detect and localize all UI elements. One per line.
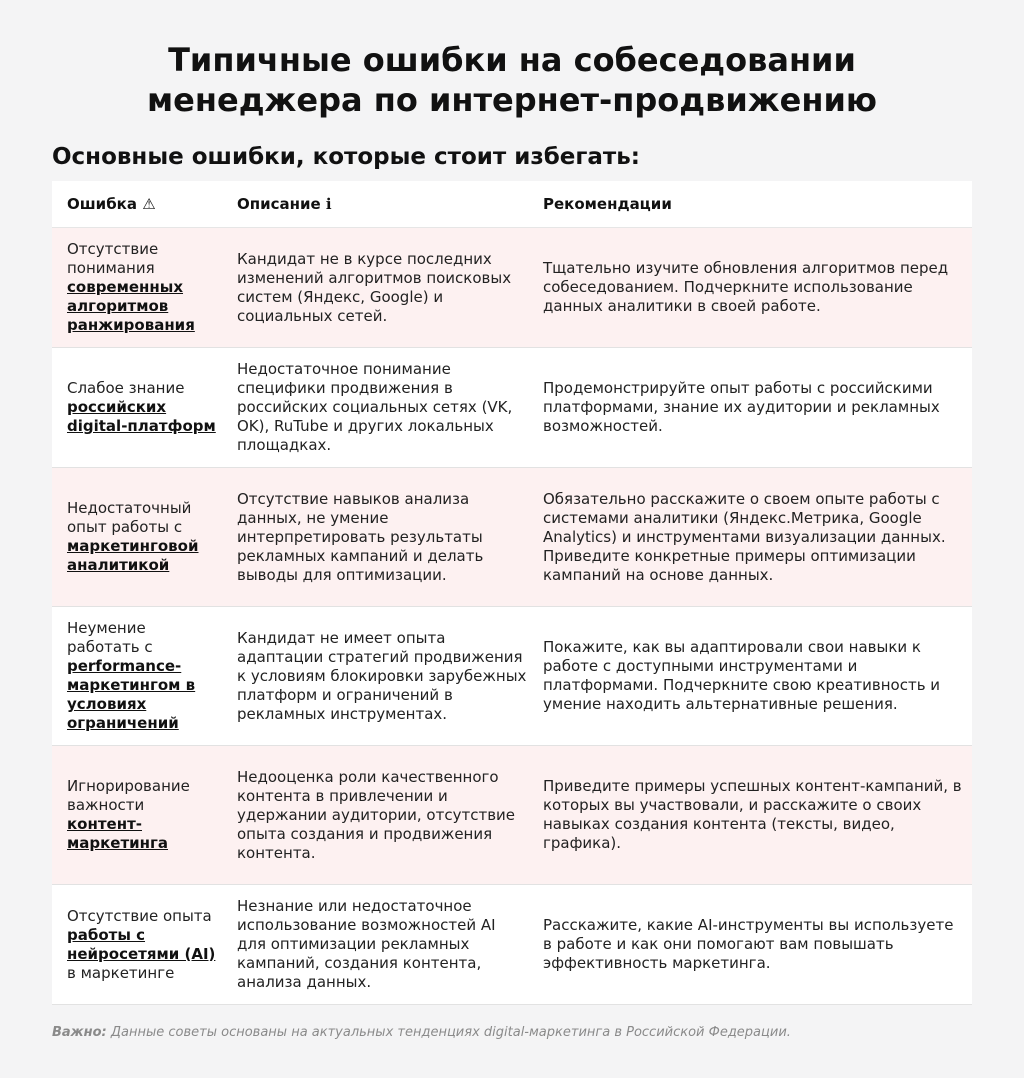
- error-text: Неумение работать с: [67, 619, 153, 656]
- table-row: [52, 348, 972, 468]
- header-recommendations-label: Рекомендации: [543, 194, 672, 213]
- error-keyword: российских digital-платформ: [67, 398, 216, 435]
- error-cell: [52, 348, 222, 468]
- recommendation-cell: Покажите, как вы адаптировали свои навыки к работе с доступными инструментами и платформами. Подчеркните свою креативность и умение находить альтернативные решения.: [528, 607, 972, 746]
- errors-table: [52, 181, 972, 1005]
- table-row: [52, 468, 972, 607]
- recommendation-cell: Тщательно изучите обновления алгоритмов перед собеседованием. Подчеркните использование данных аналитики в своей работе.: [528, 228, 972, 348]
- info-icon: ℹ: [325, 194, 332, 213]
- error-text: Игнорирование важности: [67, 777, 190, 814]
- error-text: Недостаточный опыт работы с: [67, 499, 192, 536]
- recommendation-cell: Продемонстрируйте опыт работы с российскими платформами, знание их аудитории и рекламных возможностей.: [528, 348, 972, 468]
- footnote-text: Данные советы основаны на актуальных тенденциях digital-маркетинга в Российской Федерации.: [106, 1025, 791, 1040]
- header-error: [52, 181, 222, 228]
- error-cell: [52, 228, 222, 348]
- error-keyword: маркетинговой аналитикой: [67, 537, 199, 574]
- error-keyword: контент-маркетинга: [67, 815, 169, 852]
- header-error-label: Ошибка: [67, 194, 137, 213]
- error-text-tail: в маркетинге: [67, 963, 175, 982]
- error-cell: [52, 746, 222, 885]
- table-header-row: [52, 181, 972, 228]
- page-title-line-2: менеджера по интернет-продвижению: [147, 81, 877, 119]
- description-cell: Кандидат не в курсе последних изменений алгоритмов поисковых систем (Яндекс, Google) и социальных сетей.: [222, 228, 528, 348]
- description-cell: Отсутствие навыков анализа данных, не умение интерпретировать результаты рекламных кампаний и делать выводы для оптимизации.: [222, 468, 528, 607]
- error-cell: [52, 885, 222, 1005]
- header-description-label: Описание: [237, 194, 321, 213]
- warning-icon: ⚠: [142, 194, 156, 213]
- error-keyword: работы с нейросетями (AI): [67, 925, 216, 963]
- error-cell: [52, 468, 222, 607]
- page-title-line-1: Типичные ошибки на собеседовании: [168, 41, 856, 79]
- table-row: [52, 607, 972, 746]
- description-cell: Кандидат не имеет опыта адаптации стратегий продвижения к условиям блокировки зарубежных платформ и ограничений в рекламных инструментах.: [222, 607, 528, 746]
- error-text: Отсутствие понимания: [67, 240, 159, 277]
- error-text: Слабое знание: [67, 379, 185, 397]
- page-title: [0, 40, 1024, 120]
- recommendation-cell: Приведите примеры успешных контент-кампаний, в которых вы участвовали, и расскажите о своих навыках создания контента (тексты, видео, графика).: [528, 746, 972, 885]
- recommendation-cell: Обязательно расскажите о своем опыте работы с системами аналитики (Яндекс.Метрика, Google Analytics) и инструментами визуализации данных. Приведите конкретные примеры оптимизации кампаний на основе данных.: [528, 468, 972, 607]
- error-cell: [52, 607, 222, 746]
- recommendation-cell: Расскажите, какие AI-инструменты вы используете в работе и как они помогают вам повышать эффективность маркетинга.: [528, 885, 972, 1005]
- table-row: [52, 228, 972, 348]
- table-row: [52, 885, 972, 1005]
- error-text: Отсутствие опыта: [67, 906, 212, 925]
- footnote-label: Важно:: [52, 1025, 107, 1040]
- error-keyword: performance-маркетингом в условиях ограничений: [67, 657, 196, 732]
- header-recommendations: [528, 181, 972, 228]
- description-cell: Недостаточное понимание специфики продвижения в российских социальных сетях (VK, OK), RuTube и других локальных площадках.: [222, 348, 528, 468]
- description-cell: Недооценка роли качественного контента в привлечении и удержании аудитории, отсутствие опыта создания и продвижения контента.: [222, 746, 528, 885]
- section-subtitle: Основные ошибки, которые стоит избегать:: [52, 144, 640, 170]
- error-keyword: современных алгоритмов ранжирования: [67, 278, 195, 334]
- footnote: [52, 1025, 791, 1040]
- header-description: [222, 181, 528, 228]
- table-row: [52, 746, 972, 885]
- description-cell: Незнание или недостаточное использование возможностей AI для оптимизации рекламных кампаний, создания контента, анализа данных.: [222, 885, 528, 1005]
